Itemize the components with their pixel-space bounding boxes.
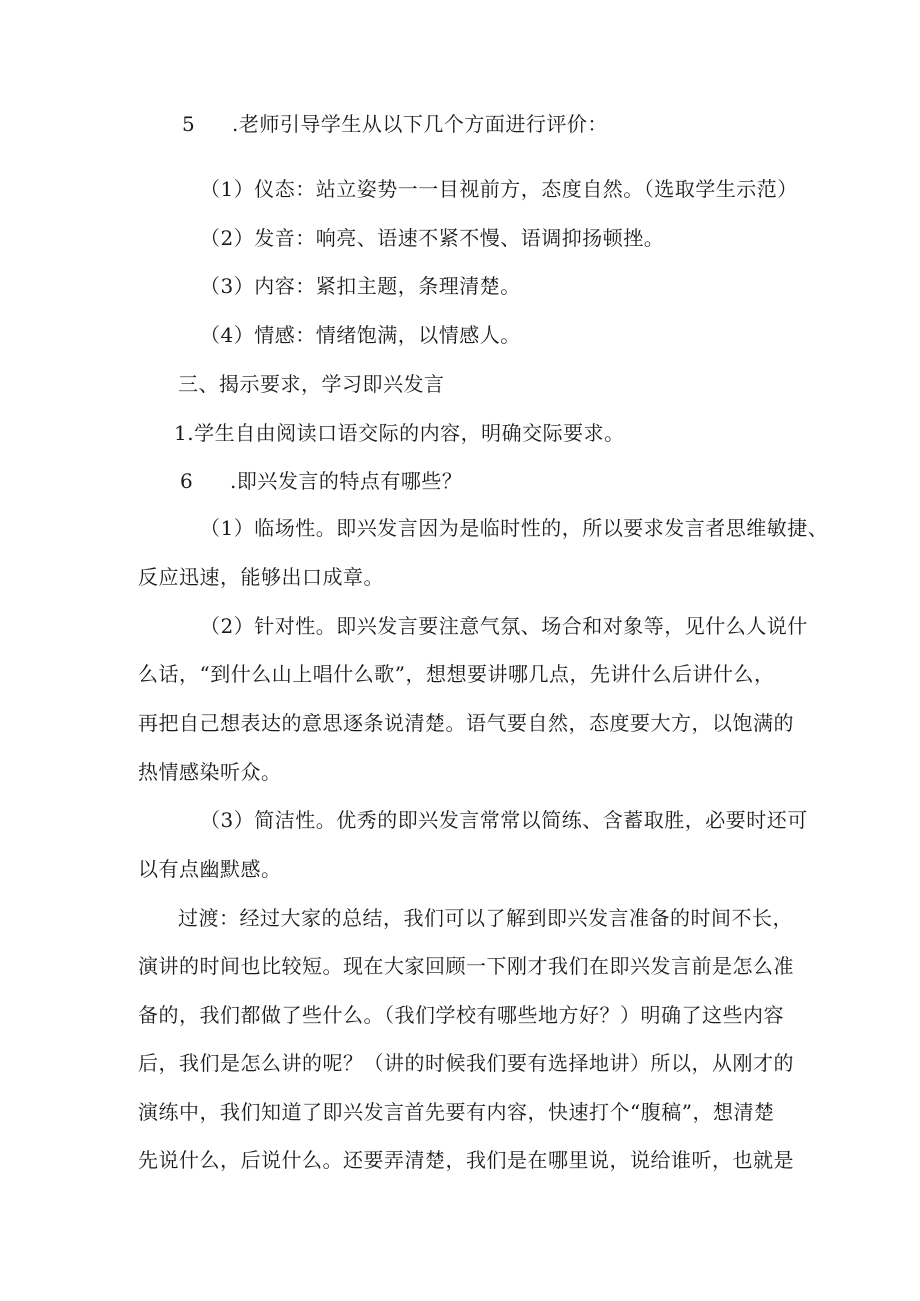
criteria-3: （3）内容：紧扣主题，条理清楚。 [200,274,521,298]
feature-2-line-2: 么话，“到什么山上唱什么歌”，想想要讲哪几点，先讲什么后讲什么， [138,662,775,686]
feature-1-line-1: （1）临场性。即兴发言因为是临时性的，所以要求发言者思维敏捷、 [200,516,829,540]
item-5-text: .老师引导学生从以下几个方面进行评价： [232,112,608,136]
criteria-1: （1）仪态：站立姿势一一目视前方，态度自然。（选取学生示范） [200,177,798,201]
transition-line-2: 演讲的时间也比较短。现在大家回顾一下刚才我们在即兴发言前是怎么准 [138,954,794,978]
transition-line-6: 先说什么，后说什么。还要弄清楚，我们是在哪里说，说给谁听，也就是 [138,1148,794,1172]
feature-2-line-3: 再把自己想表达的意思逐条说清楚。语气要自然，态度要大方，以饱满的 [138,711,794,735]
item-6 [180,467,462,495]
item-6-number: 6 [180,469,194,493]
item-6-text: .即兴发言的特点有哪些？ [230,469,463,493]
section-heading: 三、揭示要求，学习即兴发言 [178,372,445,396]
feature-3-line-2: 以有点幽默感。 [138,857,282,881]
transition-line-4: 后，我们是怎么讲的呢？（讲的时候我们要有选择地讲）所以，从刚才的 [138,1051,794,1075]
criteria-2: （2）发音：响亮、语速不紧不慢、语调抑扬顿挫。 [200,226,665,250]
feature-2-line-4: 热情感染听众。 [138,760,282,784]
step-1: 1.学生自由阅读口语交际的内容，明确交际要求。 [174,421,625,445]
feature-2-line-1: （2）针对性。即兴发言要注意气氛、场合和对象等，见什么人说什 [200,614,808,638]
transition-line-3: 备的，我们都做了些什么。（我们学校有哪些地方好？）明确了这些内容 [138,1003,784,1027]
item-5-number: 5 [182,112,196,136]
feature-3-line-1: （3）简洁性。优秀的即兴发言常常以简练、含蓄取胜，必要时还可 [200,808,808,832]
transition-line-1: 过渡：经过大家的总结，我们可以了解到即兴发言准备的时间不长， [178,906,793,930]
item-5 [182,110,608,138]
transition-line-5: 演练中，我们知道了即兴发言首先要有内容，快速打个“腹稿”，想清楚 [138,1100,775,1124]
criteria-4: （4）情感：情绪饱满，以情感人。 [200,323,521,347]
feature-1-line-2: 反应迅速，能够出口成章。 [138,565,384,589]
